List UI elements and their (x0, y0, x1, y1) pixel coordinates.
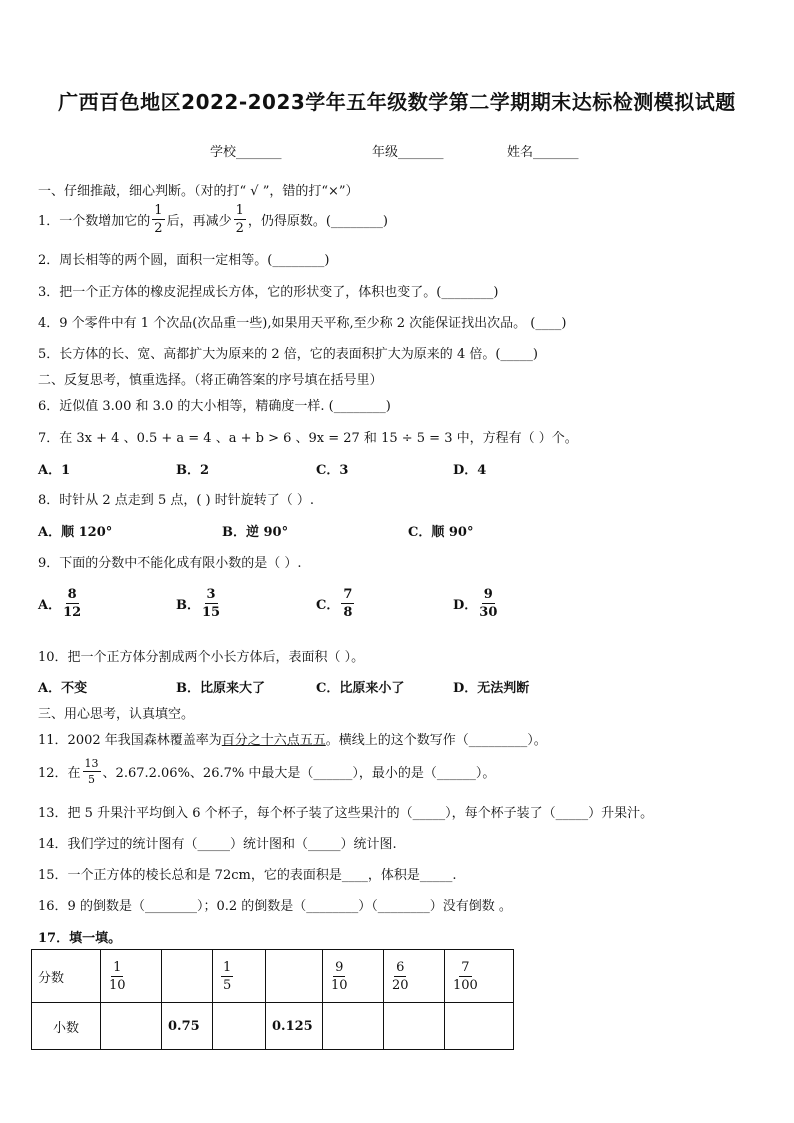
section2-heading: 二、反复思考，慎重选择。（将正确答案的序号填在括号里） (38, 373, 383, 388)
table-row (32, 1003, 514, 1050)
q9-option-b: B． $\frac{3}{15}$ (176, 587, 221, 620)
name-field: 姓名_______ (507, 145, 579, 160)
question-17: 17．填一填。 (38, 931, 122, 946)
q7-option-a: A．1 (38, 463, 71, 478)
table-cell: $\frac{6}{20}$ (384, 950, 445, 1003)
row-label-decimal: 小数 (32, 1003, 101, 1050)
question-7: 7．在 3x + 4 、0.5 + a = 4 、a + b > 6 、9x = 27 和 15 ÷ 5 = 3 中，方程有（ ）个。 (38, 431, 578, 446)
table-cell: $\frac{9}{10}$ (323, 950, 384, 1003)
question-6: 6．近似值 3.00 和 3.0 的大小相等，精确度一样. (________) (38, 399, 391, 414)
table-cell (162, 950, 213, 1003)
question-1 (38, 204, 388, 235)
question-16: 16．9 的倒数是（________）；0.2 的倒数是（________）（________）没有倒数 。 (38, 899, 512, 914)
table-cell: 0.125 (266, 1003, 323, 1050)
q10-option-c: C．比原来小了 (316, 681, 405, 696)
question-2: 2．周长相等的两个圆，面积一定相等。(________) (38, 253, 330, 268)
q9-option-d-fraction: $\frac{9}{30}$ (479, 587, 498, 620)
q9-option-a-fraction: $\frac{8}{12}$ (63, 587, 82, 620)
table-row (32, 950, 514, 1003)
table-cell: $\frac{1}{10}$ (101, 950, 162, 1003)
section3-heading: 三、用心思考，认真填空。 (38, 707, 195, 722)
question-14: 14．我们学过的统计图有（_____）统计图和（_____）统计图. (38, 837, 397, 852)
q1-text-c: ，仍得原数。(________) (247, 214, 389, 229)
question-4: 4．9 个零件中有 1 个次品(次品重一些),如果用天平称,至少称 2 次能保证找出次品。 (____) (38, 316, 567, 331)
table-cell (213, 1003, 266, 1050)
table-cell (323, 1003, 384, 1050)
q8-option-a: A．顺 120° (38, 525, 113, 540)
question-8: 8．时针从 2 点走到 5 点，( ) 时针旋转了（ ）. (38, 493, 315, 508)
question-13: 13．把 5 升果汁平均倒入 6 个杯子，每个杯子装了这些果汁的（_____），每个杯子装了（_____）升果汁。 (38, 806, 654, 821)
q7-option-b: B．2 (176, 463, 210, 478)
question-15: 15．一个正方体的棱长总和是 72cm，它的表面积是____，体积是_____. (38, 868, 457, 883)
q9-option-a: A． $\frac{8}{12}$ (38, 587, 82, 620)
q8-option-c: C．顺 90° (408, 525, 474, 540)
q11-underlined-text: 百分之十六点五五 (221, 733, 326, 748)
q10-option-b: B．比原来大了 (176, 681, 265, 696)
section1-heading: 一、仔细推敲，细心判断。（对的打“ √ ”，错的打“×”） (38, 184, 359, 199)
school-field: 学校_______ (210, 145, 282, 160)
question-5: 5．长方体的长、宽、高都扩大为原来的 2 倍，它的表面积扩大为原来的 4 倍。(_____) (38, 347, 538, 362)
q1-fraction-1: $\frac{1}{2}$ (154, 203, 163, 236)
table-cell (266, 950, 323, 1003)
q12-fraction: $\frac{13}{5}$ (84, 757, 99, 786)
table-cell: $\frac{7}{100}$ (445, 950, 514, 1003)
question-3: 3．把一个正方体的橡皮泥捏成长方体，它的形状变了，体积也变了。(________) (38, 285, 499, 300)
question-10: 10．把一个正方体分割成两个小长方体后，表面积（ ）。 (38, 650, 365, 665)
q10-option-d: D．无法判断 (453, 681, 530, 696)
q7-option-c: C．3 (316, 463, 349, 478)
q9-option-b-fraction: $\frac{3}{15}$ (202, 587, 221, 620)
fraction-decimal-table (31, 949, 514, 1050)
q7-option-d: D．4 (453, 463, 487, 478)
q1-fraction-2: $\frac{1}{2}$ (235, 203, 244, 236)
table-cell (445, 1003, 514, 1050)
q9-option-c: C． $\frac{7}{8}$ (316, 587, 353, 620)
q1-text-b: 后，再减少 (166, 214, 232, 229)
question-12: 12．在 $\frac{13}{5}$ 、2.67.2.06%、26.7% 中最大是（______），最小的是（______）。 (38, 757, 496, 786)
table-cell (384, 1003, 445, 1050)
row-label-fraction: 分数 (32, 950, 101, 1003)
page-title: 广西百色地区2022-2023学年五年级数学第二学期期末达标检测模拟试题 (58, 90, 736, 114)
question-11: 11．2002 年我国森林覆盖率为百分之十六点五五。横线上的这个数写作（_________）。 (38, 733, 547, 748)
question-9: 9．下面的分数中不能化成有限小数的是（ ）. (38, 556, 302, 571)
table-cell: $\frac{1}{5}$ (213, 950, 266, 1003)
table-cell (101, 1003, 162, 1050)
q10-option-a: A．不变 (38, 681, 88, 696)
q9-option-d: D． $\frac{9}{30}$ (453, 587, 498, 620)
table-cell: 0.75 (162, 1003, 213, 1050)
q1-text-a: 1．一个数增加它的 (38, 214, 151, 229)
grade-field: 年级_______ (372, 145, 444, 160)
q8-option-b: B．逆 90° (222, 525, 289, 540)
q9-option-c-fraction: $\frac{7}{8}$ (343, 587, 353, 620)
